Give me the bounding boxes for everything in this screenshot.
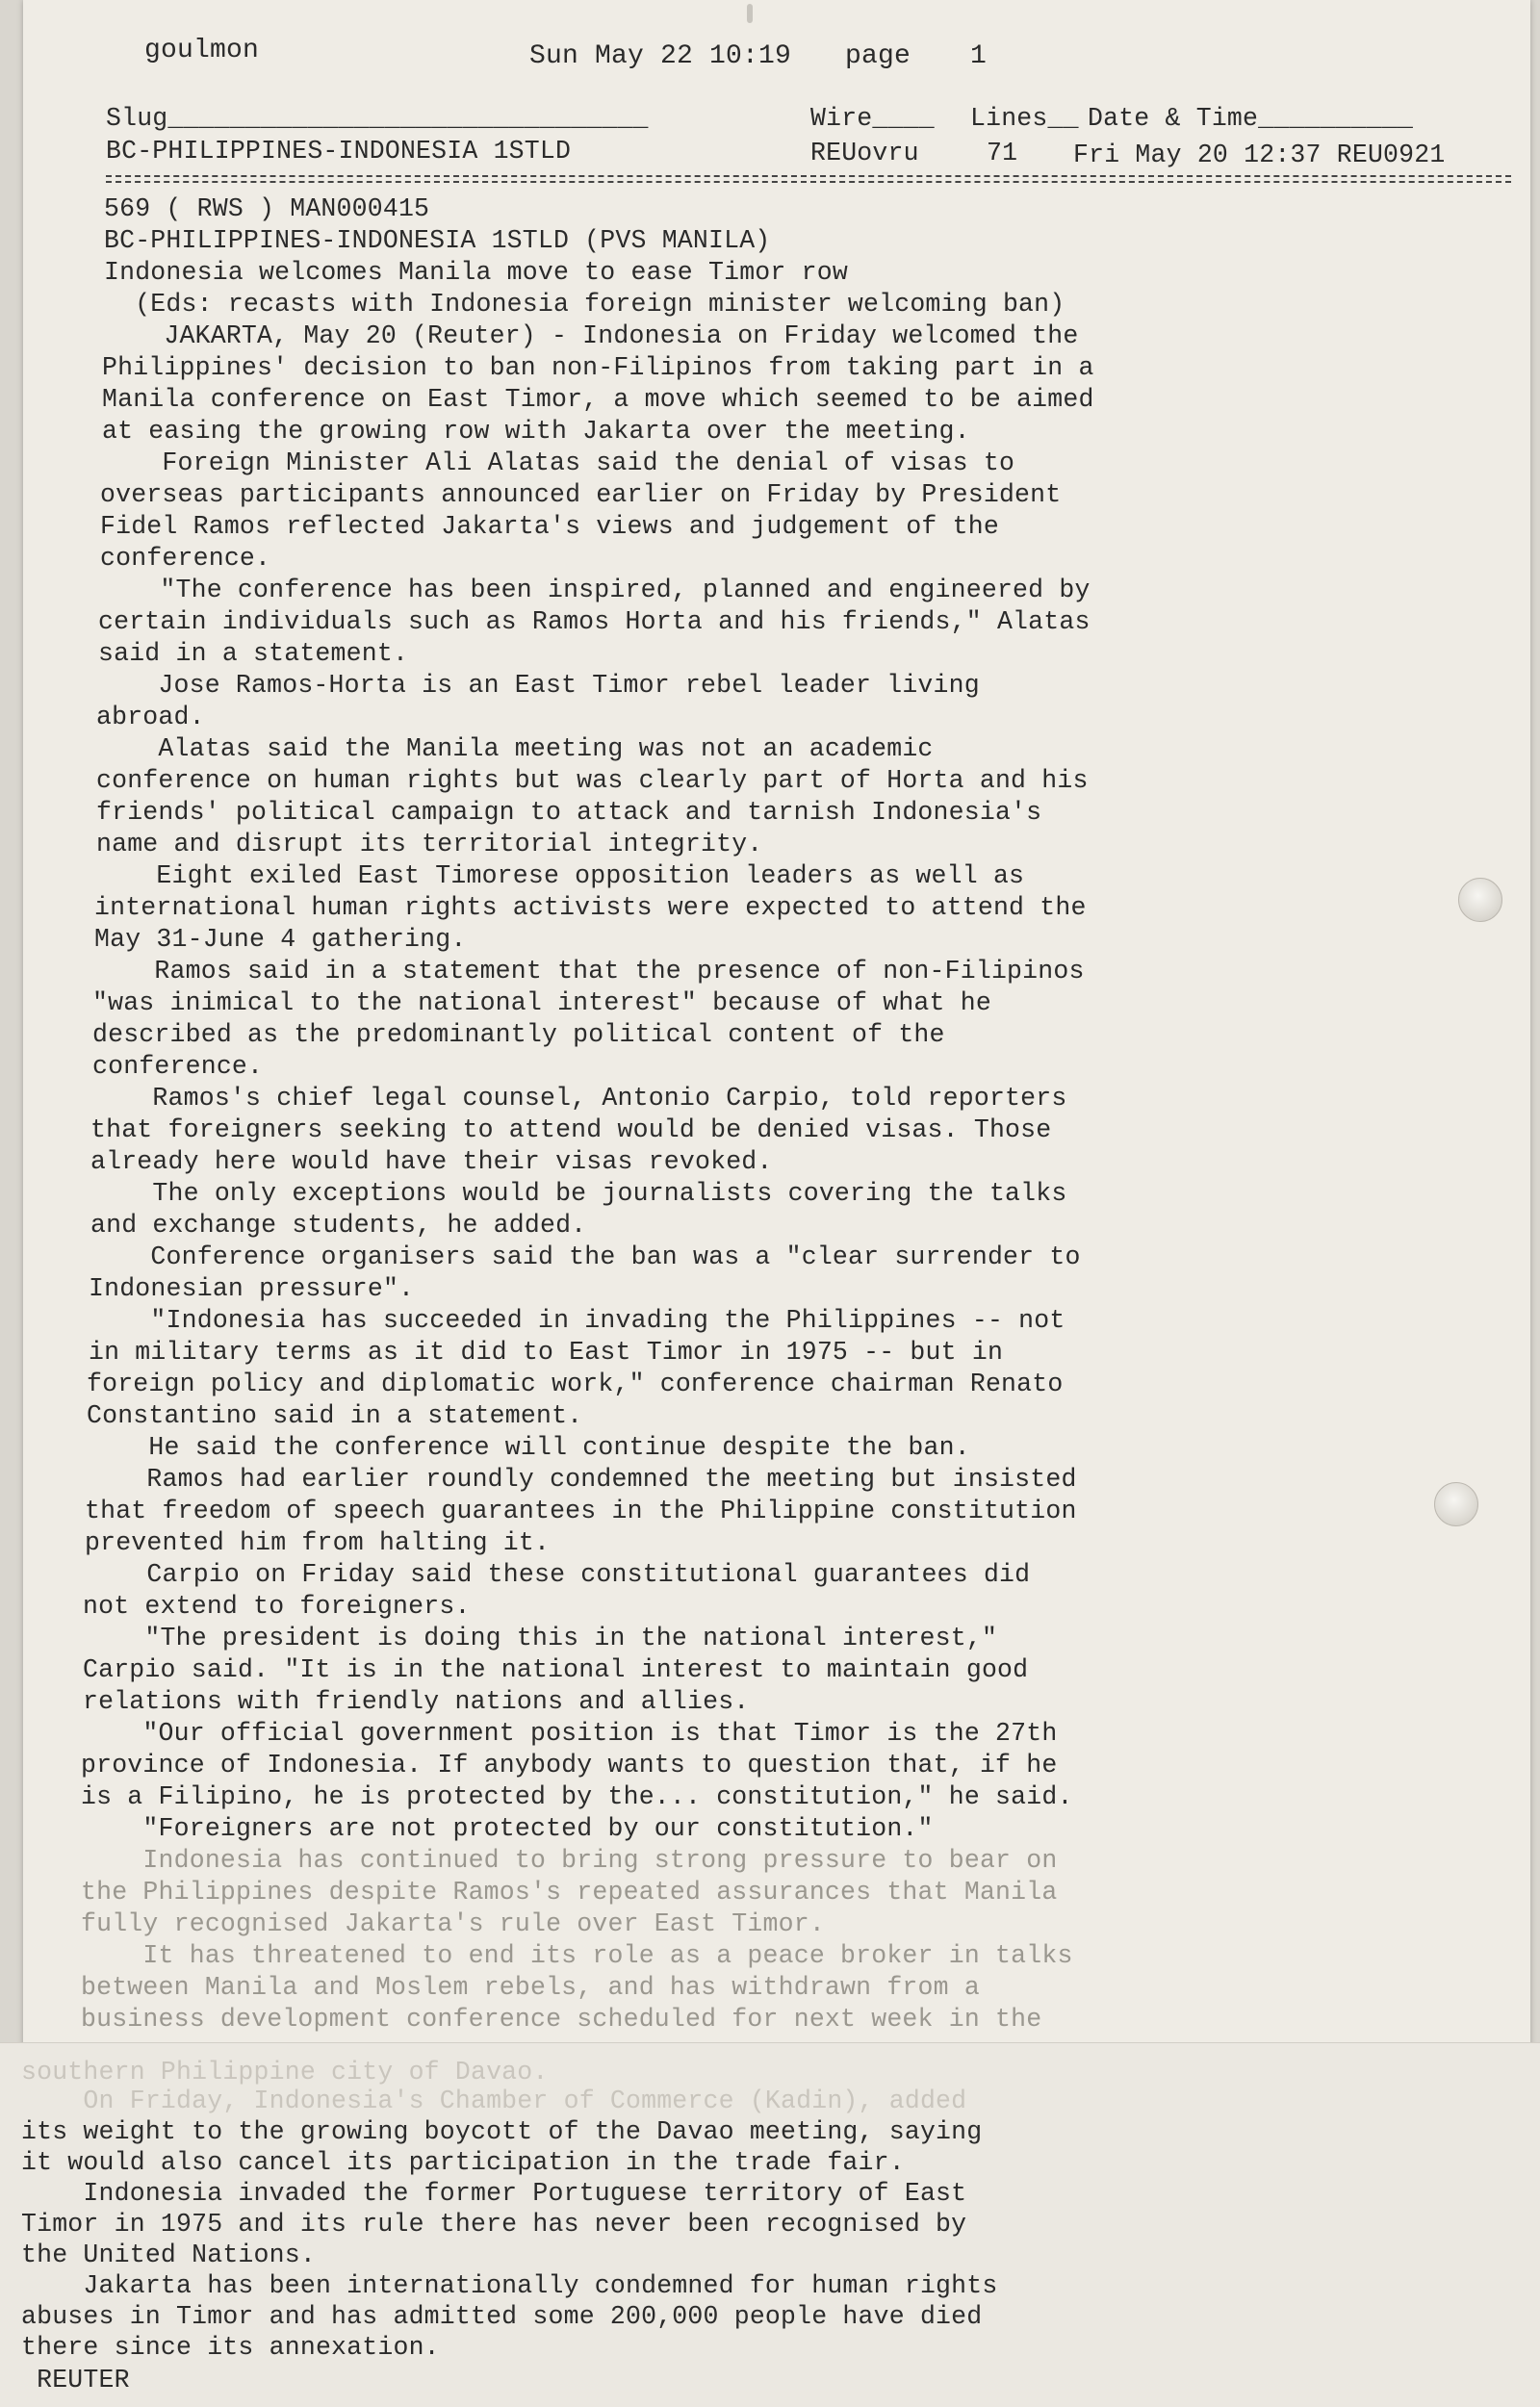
story-line: certain individuals such as Ramos Horta and his friends," Alatas	[98, 607, 1091, 636]
continuation-line: abuses in Timor and has admitted some 200,000 people have died	[21, 2302, 983, 2331]
story-line: the Philippines despite Ramos's repeated assurances that Manila	[81, 1878, 1058, 1907]
story-line: foreign policy and diplomatic work," conference chairman Renato	[87, 1370, 1064, 1398]
story-line: conference.	[92, 1052, 264, 1081]
story-line: fully recognised Jakarta's rule over East Timor.	[81, 1909, 825, 1938]
story-line: that foreigners seeking to attend would be denied visas. Those	[90, 1115, 1052, 1144]
story-line: JAKARTA, May 20 (Reuter) - Indonesia on Friday welcomed the	[102, 321, 1079, 350]
story-line: not extend to foreigners.	[83, 1592, 471, 1621]
page-label: page	[845, 41, 911, 71]
story-line: Constantino said in a statement.	[87, 1401, 583, 1430]
story-line: Ramos said in a statement that the presence of non-Filipinos	[92, 957, 1085, 986]
story-line: overseas participants announced earlier on Friday by President	[100, 480, 1062, 509]
continuation-line: REUTER	[21, 2366, 130, 2394]
story-line: "was inimical to the national interest" because of what he	[92, 988, 991, 1017]
page-number: 1	[970, 41, 988, 71]
date-time-value: Fri May 20 12:37 REU0921	[1073, 141, 1446, 169]
story-line: and exchange students, he added.	[90, 1211, 587, 1240]
story-line: already here would have their visas revoked.	[90, 1147, 773, 1176]
paper-mark	[747, 4, 753, 23]
story-line: "Indonesia has succeeded in invading the Philippines -- not	[89, 1306, 1065, 1335]
continuation-line: the United Nations.	[21, 2241, 316, 2269]
story-line: "Our official government position is that Timor is the 27th	[81, 1719, 1058, 1748]
wire-label: Wire____	[810, 104, 935, 133]
story-line: Indonesian pressure".	[89, 1274, 415, 1303]
story-line: May 31-June 4 gathering.	[94, 925, 467, 954]
story-line: Fidel Ramos reflected Jakarta's views and judgement of the	[100, 512, 999, 541]
wire-value: REUovru	[810, 139, 919, 167]
continuation-line: its weight to the growing boycott of the Davao meeting, saying	[21, 2117, 983, 2146]
lines-value: 71	[987, 139, 1018, 167]
story-line: at easing the growing row with Jakarta over the meeting.	[102, 417, 970, 446]
story-line: conference.	[100, 544, 271, 573]
story-line: province of Indonesia. If anybody wants to question that, if he	[81, 1751, 1058, 1780]
story-line: described as the predominantly political content of the	[92, 1020, 945, 1049]
continuation-line: southern Philippine city of Davao.	[21, 2058, 549, 2087]
print-timestamp: Sun May 22 10:19	[529, 41, 792, 71]
story-line: Indonesia has continued to bring strong pressure to bear on	[81, 1846, 1058, 1875]
continuation-line: Timor in 1975 and its rule there has never been recognised by	[21, 2210, 967, 2239]
story-line: name and disrupt its territorial integrity.	[96, 830, 763, 858]
story-line: "Foreigners are not protected by our constitution."	[81, 1814, 934, 1843]
story-line: It has threatened to end its role as a peace broker in talks	[81, 1941, 1073, 1970]
story-line: Ramos's chief legal counsel, Antonio Carpio, told reporters	[90, 1084, 1067, 1113]
continuation-line: it would also cancel its participation in the trade fair.	[21, 2148, 905, 2177]
continuation-line: there since its annexation.	[21, 2333, 440, 2362]
continuation-line: Indonesia invaded the former Portuguese territory of East	[21, 2179, 967, 2208]
date-time-label: Date & Time__________	[1088, 104, 1414, 133]
story-line: BC-PHILIPPINES-INDONESIA 1STLD (PVS MANILA)	[104, 226, 771, 255]
punch-hole	[1434, 1482, 1478, 1526]
lines-label: Lines__	[970, 104, 1079, 133]
story-line: friends' political campaign to attack and tarnish Indonesia's	[96, 798, 1042, 827]
story-line: between Manila and Moslem rebels, and has withdrawn from a	[81, 1973, 980, 2002]
story-line: is a Filipino, he is protected by the... constitution," he said.	[81, 1782, 1073, 1811]
story-line: that freedom of speech guarantees in the Philippine constitution	[85, 1497, 1077, 1525]
story-line: business development conference scheduled for next week in the	[81, 2005, 1042, 2034]
story-line: Conference organisers said the ban was a "clear surrender to	[89, 1242, 1081, 1271]
story-line: Alatas said the Manila meeting was not an academic	[96, 734, 934, 763]
story-line: Philippines' decision to ban non-Filipinos from taking part in a	[102, 353, 1094, 382]
story-line: Jose Ramos-Horta is an East Timor rebel leader living	[96, 671, 980, 700]
story-line: Manila conference on East Timor, a move which seemed to be aimed	[102, 385, 1094, 414]
slug-value: BC-PHILIPPINES-INDONESIA 1STLD	[106, 137, 572, 166]
story-line: He said the conference will continue despite the ban.	[87, 1433, 970, 1462]
story-line: The only exceptions would be journalists covering the talks	[90, 1179, 1067, 1208]
story-line: in military terms as it did to East Timor in 1975 -- but in	[89, 1338, 1004, 1367]
story-line: Carpio on Friday said these constitutional guarantees did	[85, 1560, 1031, 1589]
slug-label: Slug_______________________________	[106, 104, 649, 133]
story-line: international human rights activists were expected to attend the	[94, 893, 1087, 922]
story-line: Carpio said. "It is in the national interest to maintain good	[83, 1655, 1029, 1684]
story-line: "The president is doing this in the national interest,"	[83, 1624, 998, 1652]
operator-name: goulmon	[144, 36, 260, 65]
story-line: conference on human rights but was clearly part of Horta and his	[96, 766, 1089, 795]
story-line: Foreign Minister Ali Alatas said the denial of visas to	[100, 448, 1015, 477]
continuation-line: Jakarta has been internationally condemned for human rights	[21, 2271, 998, 2300]
story-line: (Eds: recasts with Indonesia foreign minister welcoming ban)	[104, 290, 1065, 319]
story-line: relations with friendly nations and allies.	[83, 1687, 750, 1716]
story-line: prevented him from halting it.	[85, 1528, 551, 1557]
story-line: said in a statement.	[98, 639, 409, 668]
story-line: "The conference has been inspired, planned and engineered by	[98, 576, 1091, 604]
header-divider	[106, 175, 1511, 183]
story-line: 569 ( RWS ) MAN000415	[104, 194, 430, 223]
story-line: Ramos had earlier roundly condemned the meeting but insisted	[85, 1465, 1077, 1494]
story-line: Indonesia welcomes Manila move to ease Timor row	[104, 258, 848, 287]
story-line: abroad.	[96, 703, 205, 731]
story-line: Eight exiled East Timorese opposition leaders as well as	[94, 861, 1025, 890]
continuation-line: On Friday, Indonesia's Chamber of Commerce (Kadin), added	[21, 2087, 967, 2115]
punch-hole	[1458, 878, 1502, 922]
